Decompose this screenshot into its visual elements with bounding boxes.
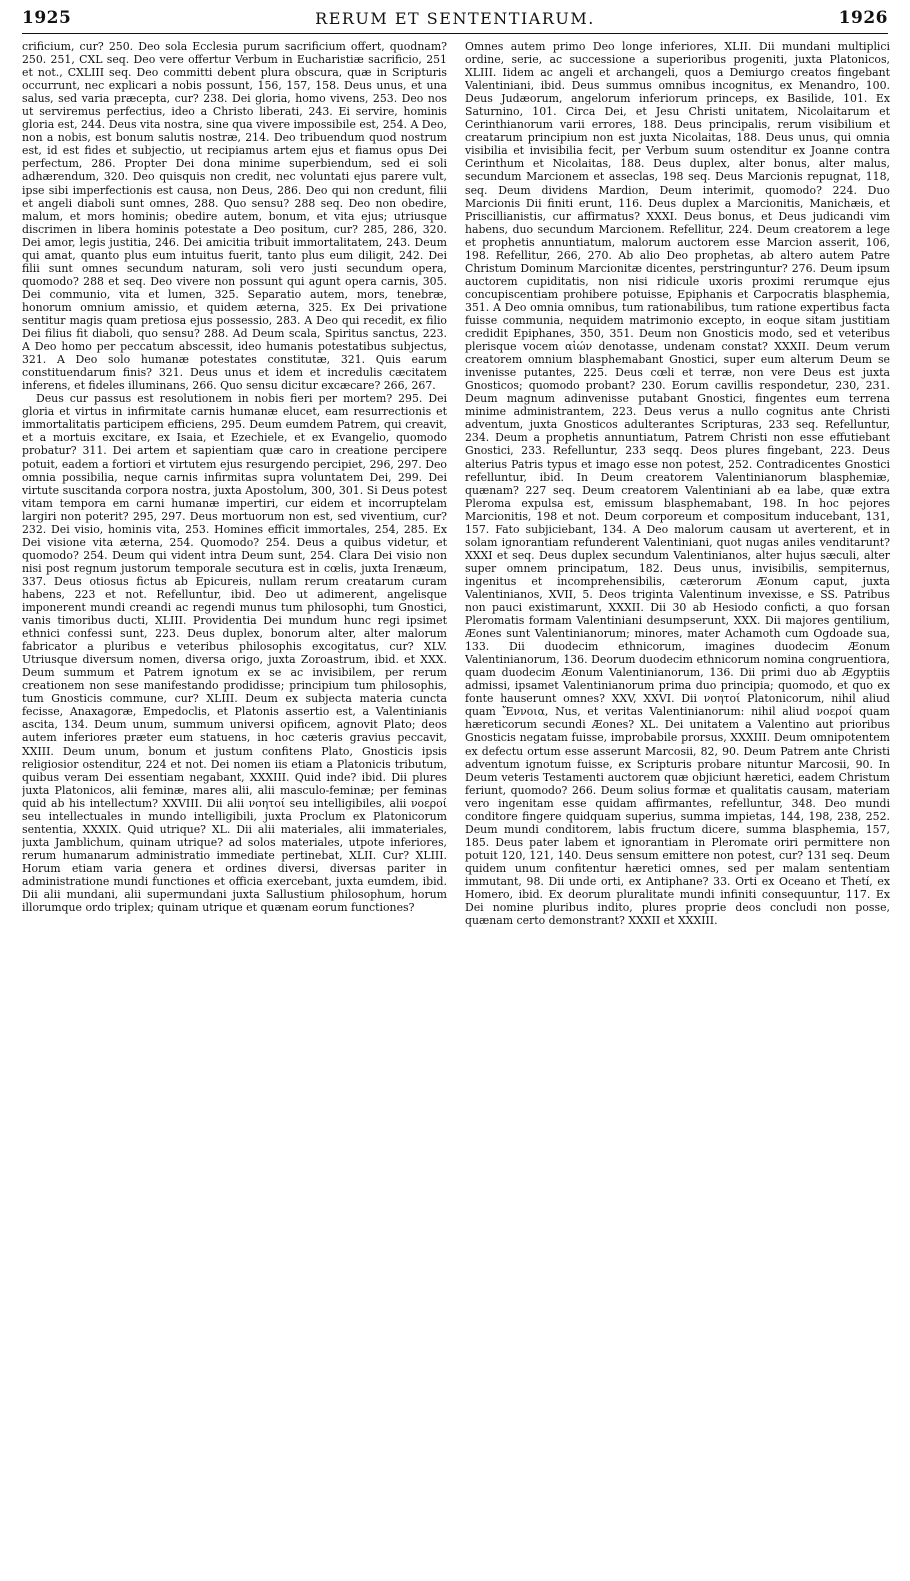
right-column [465,40,890,1572]
running-title: RERUM ET SENTENTIARUM. [315,9,595,28]
left-column [22,40,447,1572]
header-rule [22,33,888,34]
running-head [22,8,888,34]
index-paragraph: Omnes autem primo Deo longe inferiores, XLII. Dii mundani multiplici ordine, serie, ac successione a superioribus progeniti, juxta Platonicos, XLIII. Iidem ac angeli et archangeli, quos a Demiurgo creatos fingebant Valentiniani, ibid. Deus summus omnibus incognitus, ex Menandro, 100. Deus Judæorum, angelorum inferiorum princeps, ex Basilide, 101. Ex Saturnino, 101. Circa Dei, et Jesu Christi unitatem, Nicolaitarum et Cerinthianorum varii errores, 188. Deus principalis, rerum visibilium et creatarum principium non est juxta Nicolaitas, 188. Deus unus, qui omnia visibilia et invisibilia fecit, per Verbum suum ostenditur ex Joanne contra Cerinthum et Nicolaitas, 188. Deus duplex, alter bonus, alter malus, secundum Marcionem et asseclas, 198 seq. Deus Marcionis repugnat, 118, seq. Deum dividens Mardion, Deum interimit, quomodo? 224. Duo Marcionis Dii finiti erunt, 116. Deus duplex a Marcionitis, Manichæis, et Priscillianistis, cur affirmatus? XXXI. Deus bonus, et Deus judicandi vim habens, duo secundum Marcionem. Refellitur, 224. Deum creatorem a lege et prophetis annuntiatum, malorum auctorem esse Marcion asserit, 106, 198. Refellitur, 266, 270. Ab alio Deo prophetas, ab altero autem Patre Christum Dominum Marcionitæ dicentes, perstringuntur? 276. Deum ipsum auctorem cupiditatis, non nisi ridicule uxoris proximi rerumque ejus concupiscentiam prohibere potuisse, Epiphanis et Carpocratis blasphemia, 351. A Deo omnia omnibus, tum rationabilibus, tum ratione expertibus facta fuisse communia, nequidem matrimonio excepto, in eoque sitam justitiam credidit Epiphanes, 350, 351. Deum non Gnosticis modo, sed et veteribus plerisque vocem αἰών denotasse, undenam constat? XXXII. Deum verum creatorem omnium blasphemabant Gnostici, super eum alterum Deum se invenisse putantes, 225. Deus cœli et terræ, non vere Deus est juxta Gnosticos; quomodo probant? 230. Eorum cavillis respondetur, 230, 231. Deum magnum adinvenisse putabant Gnostici, fingentes eum terrena minime administrantem, 223. Deus verus a nullo cognitus ante Christi adventum, juxta Gnosticos adulterantes Scripturas, 233 seq. Refelluntur, 234. Deum a prophetis annuntiatum, Patrem Christi non esse effutiebant Gnostici, 233. Refelluntur, 233 seqq. Deos plures fingebant, 223. Deus alterius Patris typus et imago esse non potest, 252. Contradicentes Gnostici refelluntur, ibid. In Deum creatorem Valentinianorum blasphemiæ, quænam? 227 seq. Deum creatorem Valentiniani ab ea labe, quæ extra Pleroma expulsa est, emissum blasphemabant, 198. In hoc pejores Marcionitis, 198 et not. Deum corporeum et compositum inducebant, 131, 157. Fato subjiciebant, 134. A Deo malorum causam ut averterent, et in solam ignorantiam refunderent Valentiniani, quot nugas aniles venditarunt? XXXI et seq. Deus duplex secundum Valentinianos, alter hujus sæculi, alter super omnem principatum, 182. Deus unus, invisibilis, sempiternus, ingenitus et incomprehensibilis, cæterorum Æonum caput, juxta Valentinianos, XVII, 5. Deos triginta Valentinum invexisse, e SS. Patribus non pauci existimarunt, XXXII. Dii 30 ab Hesiodo conficti, a quo forsan Pleromatis formam Valentiniani desumpserunt, XXX. Dii majores gentilium, Æones sunt Valentinianorum; minores, mater Achamoth cum Ogdoade sua, 133. Dii duodecim ethnicorum, imagines duodecim Æonum Valentinianorum, 136. Deorum duodecim ethnicorum nomina congruentiora, quam duodecim Æonum Valentinianorum, 136. Dii primi duo ab Ægyptiis admissi, ipsamet Valentinianorum prima duo principia; quomodo, et quo ex fonte hauserunt omnes? XXV, XXVI. Dii νοητοί Platonicorum, nihil aliud quam Ἔννοια, Nus, et veritas Valentinianorum: nihil aliud νοεροί quam hæreticorum secundi Æones? XL. Dei unitatem a Valentino aut prioribus Gnosticis negatam fuisse, improbabile prorsus, XXXIII. Deum omnipotentem ex defectu ortum esse asserunt Marcosii, 82, 90. Deum Patrem ante Christi adventum ignotum fuisse, ex Scripturis probare nituntur Marcosii, 90. In Deum veteris Testamenti auctorem quæ objiciunt hæretici, eadem Christum feriunt, quomodo? 266. Deum solius formæ et qualitatis causam, materiam vero ingenitam esse quidam affirmantes, refelluntur, 348. Deo mundi conditore fingere quidquam superius, summa impietas, 144, 198, 238, 252. Deum mundi conditorem, labis fructum dicere, summa blasphemia, 157, 185. Deus pater labem et ignorantiam in Pleromate oriri permittere non potuit 120, 121, 140. Deus sensum emittere non potest, cur? 131 seq. Deum quidem unum confitentur hæretici omnes, sed per malam sententiam immutant, 98. Dii unde orti, ex Antiphane? 33. Orti ex Oceano et Thetí, ex Homero, ibid. Ex deorum pluralitate mundi infiniti consequuntur, 117. Ex Dei nomine pluribus indito, plures proprie deos concludi non posse, quænam certo demonstrant? XXXII et XXXIII. [465,40,890,928]
index-paragraph: Deus cur passus est resolutionem in nobis fieri per mortem? 295. Dei gloria et virtus in infirmitate carnis humanæ elucet, eam resurrectionis et immortalitatis participem efficiens, 295. Deum eumdem Patrem, qui creavit, et a mortuis excitare, ex Isaia, et Ezechiele, et ex Evangelio, quomodo probatur? 311. Dei artem et sapientiam quæ caro in creatione percipere potuit, eadem a fortiori et virtutem ejus resurgendo percipiet, 296, 297. Deo omnia possibilia, neque carnis infirmitas supra voluntatem Dei, 299. Dei virtute suscitanda corpora nostra, juxta Apostolum, 300, 301. Si Deus potest vitam tempora em carni humanæ impertiri, cur eidem et incorruptelam largiri non poterit? 295, 297. Deus mortuorum non est, sed viventium, cur? 232. Dei visio, hominis vita, 253. Homines efficit immortales, 254, 285. Ex Dei visione vita æterna, 254. Quomodo? 254. Deus a quibus videtur, et quomodo? 254. Deum qui vident intra Deum sunt, 254. Clara Dei visio non nisi post regnum justorum temporale secutura est in cœlis, juxta Irenæum, 337. Deus otiosus fictus ab Epicureis, nullam rerum creatarum curam habens, 223 et not. Refelluntur, ibid. Deo ut adimerent, angelisque imponerent mundi creandi ac regendi munus tum philosophi, tum Gnostici, vanis timoribus ducti, XLIII. Providentia Dei mundum hunc regi ipsimet ethnici confessi sunt, 223. Deus duplex, bonorum alter, alter malorum fabricator a pluribus e veteribus philosophis excogitatus, cur? XLV. Utriusque diversum nomen, diversa origo, juxta Zoroastrum, ibid. et XXX. Deum summum et Patrem ignotum ex se ac invisibilem, per rerum creationem non sese manifestando prodidisse; principium tum philosophis, tum Gnosticis commune, cur? XLIII. Deum ex subjecta materia cuncta fecisse, Anaxagoræ, Empedoclis, et Platonis assertio est, a Valentinianis ascita, 134. Deum unum, summum universi opificem, agnovit Plato; deos autem inferiores præter eum statuens, in hoc cæteris gravius peccavit, XXIII. Deum unum, bonum et justum confitens Plato, Gnosticis ipsis religiosior ostenditur, 224 et not. Dei nomen iis etiam a Platonicis tributum, quibus veram Dei essentiam negabant, XXXIII. Quid inde? ibid. Dii plures juxta Platonicos, alii feminæ, mares alii, alii masculo-feminæ; per feminas quid ab his intellectum? XXVIII. Dii alii νοητοί seu intelligibiles, alii νοεροί seu intellectuales in mundo intelligibili, juxta Proclum ex Platonicorum sententia, XXXIX. Quid utrique? XL. Dii alii materiales, alii immateriales, juxta Jamblichum, quinam utrique? ad solos materiales, utpote inferiores, rerum humanarum administratio immediate pertinebat, XLII. Cur? XLIII. Horum etiam varia genera et ordines diversi, diversas pariter in administratione mundi functiones et officia exercebant, juxta eumdem, ibid. Dii alii mundani, alii supermundani juxta Sallustium philosophum, horum illorumque ordo triplex; quinam utrique et quænam eorum functiones? [22,392,447,915]
page-number-left: 1925 [22,8,72,28]
index-paragraph: crificium, cur? 250. Deo sola Ecclesia purum sacrificium offert, quodnam? 250. 251, CXL seq. Deo vere offertur Verbum in Eucharistiæ sacrificio, 251 et not., CXLIII seq. Deo committi debent plura obscura, quæ in Scripturis occurrunt, nec explicari a nobis possunt, 156, 157, 158. Deus unus, et una salus, sed varia præcepta, cur? 238. Dei gloria, homo vivens, 253. Deo nos ut serviremus perfectius, ideo a Christo liberati, 243. Ei servire, hominis gloria est, 244. Deus vita nostra, sine qua vivere impossibile est, 254. A Deo, non a nobis, est bonum salutis nostræ, 214. Deo tribuendum quod nostrum est, id est fides et subjectio, ut recipiamus artem ejus et fiamus opus Dei perfectum, 286. Propter Dei dona minime superbiendum, sed ei soli adhærendum, 320. Deo quisquis non credit, nec voluntati ejus parere vult, ipse sibi imperfectionis est causa, non Deus, 286. Deo qui non credunt, filii et angeli diaboli sunt omnes, 288. Quo sensu? 288 seq. Deo non obedire, malum, et mors hominis; obedire autem, bonum, et vita ejus; utriusque discrimen in libera hominis potestate a Deo positum, cur? 285, 286, 320. Dei amor, legis justitia, 246. Dei amicitia tribuit immortalitatem, 243. Deum qui amat, quanto plus eum intuitus fuerit, tanto plus eum diligit, 242. Dei filii sunt omnes secundum naturam, soli vero justi secundum opera, quomodo? 288 et seq. Deo vivere non possunt qui agunt opera carnis, 305. Dei communio, vita et lumen, 325. Separatio autem, mors, tenebræ, honorum omnium amissio, et quidem æterna, 325. Ex Dei privatione sentitur magis quam pretiosa ejus possessio, 283. A Deo qui recedit, ex filio Dei filius fit diaboli, quo sensu? 288. Ad Deum scala, Spiritus sanctus, 223. A Deo homo per peccatum abscessit, ideo humanis potestatibus subjectus, 321. A Deo solo humanæ potestates constitutæ, 321. Quis earum constituendarum finis? 321. Deus unus et idem et incredulis cæcitatem inferens, et fideles illuminans, 266. Quo sensu dicitur excæcare? 266, 267. [22,40,447,393]
index-columns [22,40,890,1572]
page-number-right: 1926 [838,8,888,28]
